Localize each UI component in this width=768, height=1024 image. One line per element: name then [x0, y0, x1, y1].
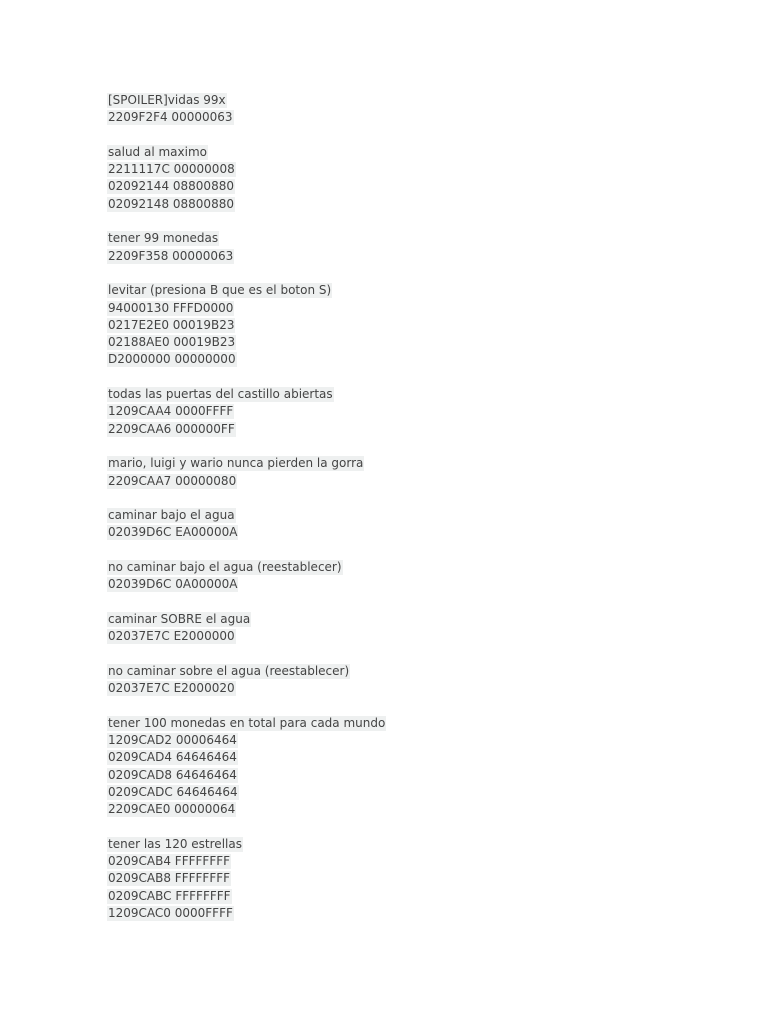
text-line: [107, 453, 707, 470]
section-heading: caminar SOBRE el agua: [108, 611, 251, 626]
text-line: [107, 834, 707, 851]
code-line: 2209CAA7 00000080: [108, 473, 237, 488]
code-line: 0209CAB8 FFFFFFFF: [108, 871, 231, 886]
code-line: 2209CAA6 000000FF: [108, 421, 235, 436]
text-line: [107, 609, 707, 626]
section-heading: tener 99 monedas: [108, 231, 219, 246]
code-line: 02092148 08800880: [108, 196, 234, 211]
text-line: [107, 626, 707, 643]
section-puertas: [107, 384, 707, 436]
code-line: 02092144 08800880: [108, 179, 234, 194]
code-line: 02037E7C E2000000: [108, 629, 235, 644]
section-heading: no caminar sobre el agua (reestablecer): [108, 663, 350, 678]
text-line: [107, 349, 707, 366]
section-heading: salud al maximo: [108, 144, 207, 159]
section-heading: levitar (presiona B que es el boton S): [108, 283, 332, 298]
section-heading: tener las 120 estrellas: [108, 836, 242, 851]
text-line: [107, 90, 707, 107]
text-line: [107, 574, 707, 591]
text-line: [107, 280, 707, 297]
code-line: 2209F358 00000063: [108, 248, 234, 263]
text-line: [107, 730, 707, 747]
text-line: [107, 107, 707, 124]
text-line: [107, 194, 707, 211]
text-line: [107, 315, 707, 332]
section-heading: todas las puertas del castillo abiertas: [108, 387, 333, 402]
text-line: [107, 747, 707, 764]
code-line: 0217E2E0 00019B23: [108, 317, 235, 332]
section-120-estrellas: [107, 834, 707, 920]
section-heading: tener 100 monedas en total para cada mundo: [108, 715, 386, 730]
code-line: 02037E7C E2000020: [108, 681, 235, 696]
code-line: 02039D6C EA00000A: [108, 525, 238, 540]
text-line: [107, 868, 707, 885]
text-line: [107, 246, 707, 263]
text-line: [107, 799, 707, 816]
section-monedas: [107, 228, 707, 263]
section-100-monedas: [107, 713, 707, 817]
section-caminar-sobre-agua: [107, 609, 707, 644]
section-no-caminar-bajo-agua: [107, 557, 707, 592]
section-levitar: [107, 280, 707, 366]
text-line: [107, 176, 707, 193]
text-line: [107, 401, 707, 418]
text-line: [107, 142, 707, 159]
code-line: 02188AE0 00019B23: [108, 335, 236, 350]
text-line: [107, 522, 707, 539]
section-heading: mario, luigi y wario nunca pierden la gorra: [108, 456, 364, 471]
code-line: 0209CAB4 FFFFFFFF: [108, 854, 231, 869]
text-line: [107, 765, 707, 782]
text-line: [107, 159, 707, 176]
text-line: [107, 661, 707, 678]
code-line: 1209CAC0 0000FFFF: [108, 905, 233, 920]
document-content: [107, 90, 707, 938]
text-line: [107, 384, 707, 401]
code-line: D2000000 00000000: [108, 352, 236, 367]
code-line: 0209CADC 64646464: [108, 784, 238, 799]
section-gorra: [107, 453, 707, 488]
text-line: [107, 298, 707, 315]
text-line: [107, 782, 707, 799]
section-caminar-bajo-agua: [107, 505, 707, 540]
text-line: [107, 903, 707, 920]
section-no-caminar-sobre-agua: [107, 661, 707, 696]
code-line: 1209CAA4 0000FFFF: [108, 404, 234, 419]
code-line: 2209F2F4 00000063: [108, 110, 233, 125]
section-heading: [SPOILER]vidas 99x: [108, 93, 226, 107]
section-salud: [107, 142, 707, 211]
code-line: 2209CAE0 00000064: [108, 802, 236, 817]
section-heading: no caminar bajo el agua (reestablecer): [108, 560, 342, 575]
section-heading: caminar bajo el agua: [108, 508, 235, 523]
text-line: [107, 471, 707, 488]
section-vidas: [107, 90, 707, 125]
code-line: 94000130 FFFD0000: [108, 300, 234, 315]
text-line: [107, 886, 707, 903]
code-line: 0209CAD8 64646464: [108, 767, 237, 782]
text-line: [107, 332, 707, 349]
code-line: 2211117C 00000008: [108, 162, 235, 177]
text-line: [107, 851, 707, 868]
text-line: [107, 419, 707, 436]
text-line: [107, 228, 707, 245]
text-line: [107, 713, 707, 730]
code-line: 0209CAD4 64646464: [108, 750, 237, 765]
text-line: [107, 557, 707, 574]
text-line: [107, 678, 707, 695]
text-line: [107, 505, 707, 522]
code-line: 1209CAD2 00006464: [108, 732, 237, 747]
code-line: 02039D6C 0A00000A: [108, 577, 238, 592]
code-line: 0209CABC FFFFFFFF: [108, 888, 231, 903]
